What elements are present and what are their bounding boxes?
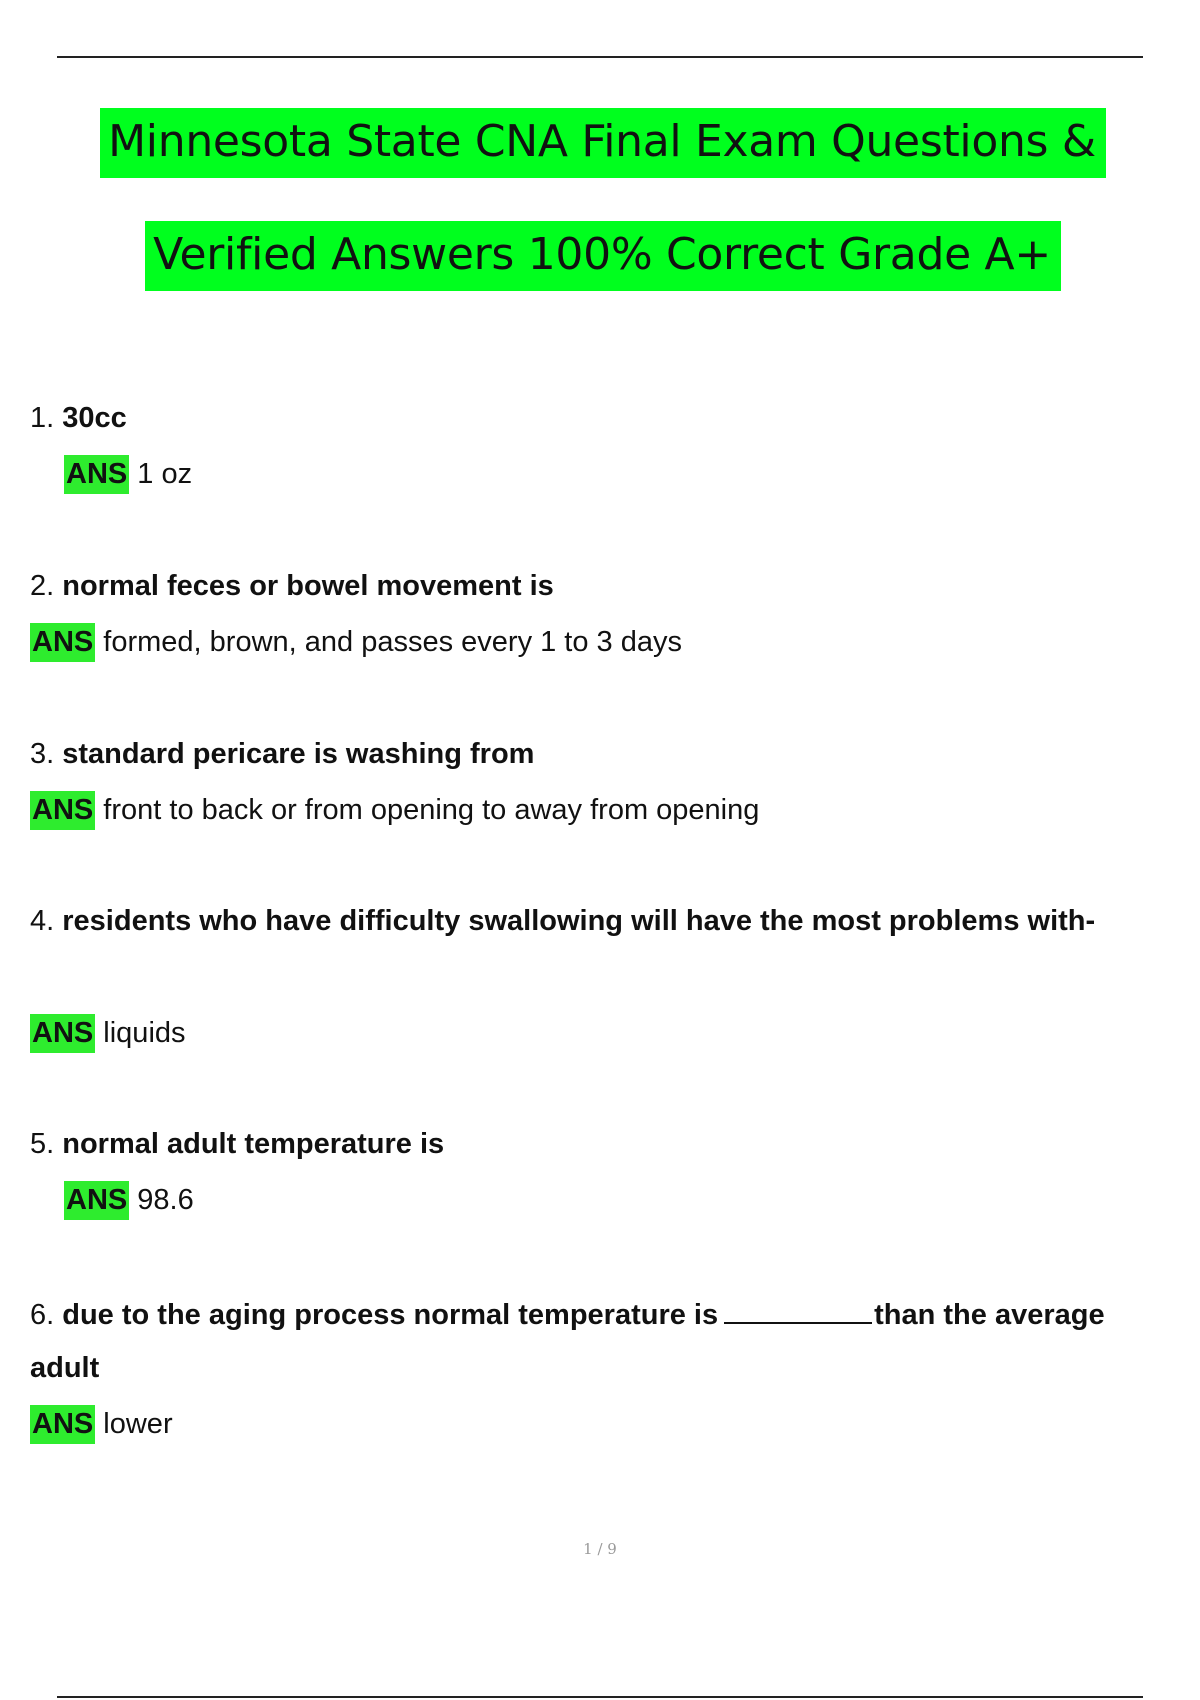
ans-label: ANS [30,1405,95,1444]
ans-label: ANS [30,791,95,830]
question-6: 6. due to the aging process normal temperature is than the average [30,1299,1105,1331]
bottom-rule [57,1696,1143,1698]
question-3: 3. standard pericare is washing from [30,738,535,770]
document-title-line-2: Verified Answers 100% Correct Grade A+ [3,221,1200,291]
ans-label: ANS [64,1181,129,1220]
answer-3: ANS front to back or from opening to away from opening [32,796,759,825]
fill-in-blank [724,1298,872,1324]
top-rule [57,56,1143,58]
answer-5: ANS 98.6 [66,1186,194,1215]
ans-label: ANS [30,623,95,662]
page-indicator: 1 / 9 [583,1540,617,1558]
question-5: 5. normal adult temperature is [30,1128,445,1160]
ans-label: ANS [30,1014,95,1053]
answer-4: ANS liquids [32,1019,186,1048]
answer-2: ANS formed, brown, and passes every 1 to 3 days [32,628,682,657]
ans-label: ANS [64,455,129,494]
question-2: 2. normal feces or bowel movement is [30,570,554,602]
document-title-line-1: Minnesota State CNA Final Exam Questions & [3,108,1200,178]
answer-6: ANS lower [32,1410,173,1439]
question-1: 1. 30cc [30,402,127,434]
question-4: 4. residents who have difficulty swallowing will have the most problems with- [30,905,1096,937]
question-6-continued: adult [30,1352,100,1384]
answer-1: ANS 1 oz [66,460,192,489]
